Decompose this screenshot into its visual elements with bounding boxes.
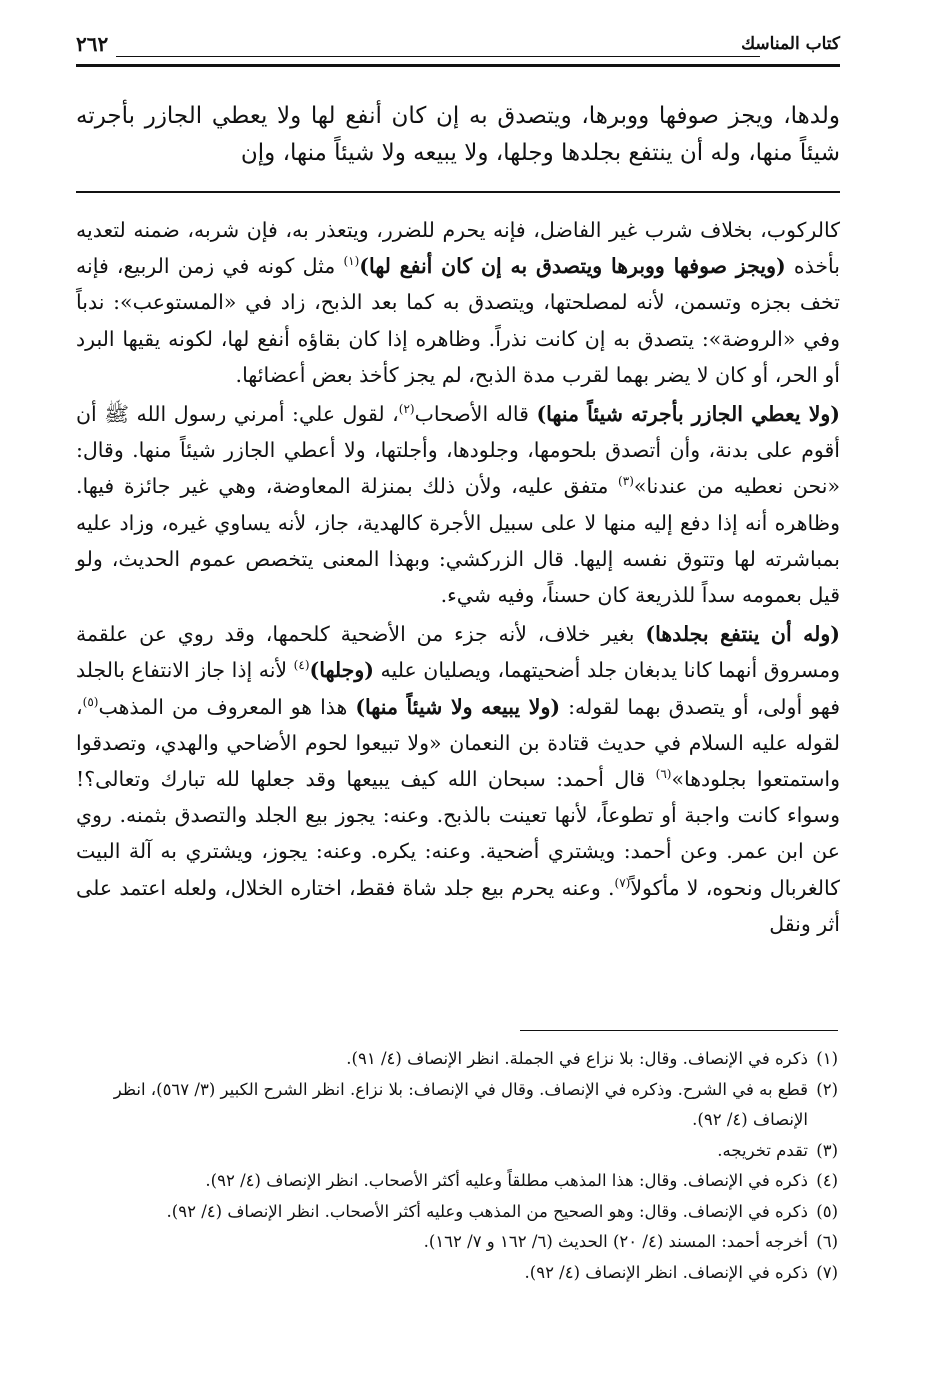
footnote-text: ذكره في الإنصاف. انظر الإنصاف (٤/ ٩٢). — [524, 1262, 808, 1282]
footnote-text: ذكره في الإنصاف. وقال: بلا نزاع في الجملة. انظر الإنصاف (٤/ ٩١). — [346, 1049, 808, 1068]
footnote-number: (٢) — [816, 1079, 838, 1099]
footnotes — [80, 1044, 838, 1288]
footnote — [80, 1075, 838, 1136]
footnote — [80, 1227, 838, 1258]
footnote-number: (١) — [816, 1049, 838, 1068]
footnote-number: (٧) — [816, 1262, 838, 1282]
commentary-text: بغير خلاف، لأنه جزء من الأضحية كلحمها، وقد روي عن علقمة ومسروق أنهما كانا يدبغان جلد أضحيتهما، ويصليان عليه — [76, 622, 840, 683]
commentary-text: ، لقول علي: أمرني رسول الله ﷺ أن أقوم على بدنة، وأن أتصدق بلحومها، وجلودها، وأجلتها، ولا أعطي الجازر شيئاً منها. وقال: «نحن نعطيه من عندنا» — [76, 402, 840, 499]
footnote — [80, 1044, 838, 1075]
footnote-ref[interactable]: (١) — [343, 254, 360, 269]
footnote-text: ذكره في الإنصاف. وقال: هذا المذهب مطلقاً وعليه أكثر الأصحاب. انظر الإنصاف (٤/ ٩٢). — [205, 1171, 808, 1190]
footnote-text: قطع به في الشرح. وذكره في الإنصاف. وقال في الإنصاف: بلا نزاع. انظر الشرح الكبير (٣/ ٥٦٧)، انظر الإنصاف (٤/ ٩٢). — [113, 1079, 808, 1129]
footnote-ref[interactable]: (٦) — [655, 767, 672, 782]
commentary-text: كالركوب، بخلاف شرب غير الفاضل، فإنه يحرم للضرر، ويتعذر به، فإن شربه، ضمنه لتعديه بأخذه — [76, 218, 840, 279]
footnote-ref[interactable]: (٥) — [82, 694, 99, 709]
footnote-ref[interactable]: (٧) — [614, 875, 631, 890]
commentary-text: هذا هو المعروف من المذهب — [98, 694, 356, 719]
footnote-number: (٦) — [816, 1232, 838, 1251]
header-rule — [116, 56, 760, 57]
quoted-matn: (ويجز صوفها ووبرها ويتصدق به إن كان أنفع لها) — [359, 254, 786, 279]
footnote-number: (٣) — [816, 1140, 838, 1160]
main-text: ولدها، ويجز صوفها ووبرها، ويتصدق به إن كان أنفع لها ولا يعطي الجازر بأجرته شيئاً منها، وله أن ينتفع بجلدها وجلها، ولا يبيعه ولا شيئاً منها، وإن — [76, 103, 840, 166]
main-text-divider — [76, 191, 840, 193]
footnote-ref[interactable]: (٢) — [398, 402, 415, 417]
commentary-text: . وعنه يحرم بيع جلد شاة فقط، اختاره الخلال، ولعله اعتمد على أثر ونقل — [76, 875, 840, 936]
footnote-ref[interactable]: (٤) — [293, 658, 310, 673]
footnote-number: (٤) — [816, 1171, 838, 1190]
page-number: ٢٦٢ — [76, 32, 114, 56]
commentary-paragraph — [76, 616, 840, 942]
commentary-paragraph — [76, 396, 840, 613]
commentary-text: قال أحمد: سبحان الله كيف يبيعها وقد جعلها لله تبارك وتعالى؟! وسواء كانت واجبة أو تطوعاً، لأنها تعينت بالذبح. وعنه: يجوز بيع الجلد والتصدق بثمنه. روي عن ابن عمر. وعن أحمد: ويشتري أضحية. وعنه: يكره. وعنه: يجوز، ويشتري به آلة البيت كالغربال ونحوه، لا مأكولاً — [76, 767, 840, 900]
footnote-number: (٥) — [816, 1201, 838, 1221]
header-divider — [76, 64, 840, 67]
commentary-text: قاله الأصحاب — [414, 402, 537, 427]
footnote-text: تقدم تخريجه. — [717, 1140, 808, 1160]
quoted-matn: (وله أن ينتفع بجلدها) — [645, 622, 840, 647]
commentary-paragraph — [76, 212, 840, 393]
footnote-ref[interactable]: (٣) — [618, 474, 634, 489]
footnote — [80, 1166, 838, 1197]
commentary-text: متفق عليه، ولأن ذلك بمنزلة المعاوضة، وهي غير جائزة فيها. وظاهره أنه إذا دفع إليه منها لا على سبيل الأجرة كالهدية، جاز، لأنه يساوي غيره، وزاد عليه بمباشرته لها وتتوق نفسه إليها. قال الزركشي: وبهذا المعنى يتخصص عموم الحديث، ولو قيل بعمومه سداً للذريعة كان حسناً، وفيه شيء. — [76, 474, 840, 608]
book-title: كتاب المناسك — [735, 34, 840, 54]
commentary-text: ، لقوله عليه السلام في حديث قتادة بن النعمان «ولا تبيعوا لحوم الأضاحي والهدي، وتصدقوا واستمتعوا بجلودها» — [76, 694, 841, 792]
commentary — [76, 212, 840, 945]
quoted-matn: (ولا يبيعه ولا شيئاً منها) — [355, 694, 561, 719]
quoted-matn: (ولا يعطي الجازر بأجرته شيئاً منها) — [536, 402, 841, 427]
footnote — [80, 1258, 838, 1289]
footnote — [80, 1197, 838, 1228]
commentary-text: لأنه إذا جاز الانتفاع بالجلد فهو أولى، أو يتصدق بهما لقوله: — [76, 658, 840, 719]
footnote-text: ذكره في الإنصاف. وقال: وهو الصحيح من المذهب وعليه أكثر الأصحاب. انظر الإنصاف (٤/ ٩٢). — [166, 1201, 808, 1221]
footnote-text: أخرجه أحمد: المسند (٤/ ٢٠) الحديث (٦/ ١٦٢ و ٧/ ١٦٢). — [423, 1232, 808, 1251]
footnote — [80, 1136, 838, 1167]
commentary-text: مثل كونه في زمن الربيع، فإنه تخف بجزه وتسمن، لأنه لمصلحتها، ويتصدق به كما بعد الذبح، زاد في «المستوعب»: ندباً وفي «الروضة»: يتصدق به إن كانت نذراً. وظاهره إذا كان بقاؤه أنفع لها، لكونه يقيها البرد أو الحر، أو كان لا يضر بهما لقرب مدة الذبح، لم يجز كأخذ بعض أعضائها. — [76, 254, 840, 387]
running-header — [76, 34, 840, 64]
quoted-matn: (وجلها) — [309, 658, 374, 683]
footnote-divider — [520, 1030, 838, 1031]
